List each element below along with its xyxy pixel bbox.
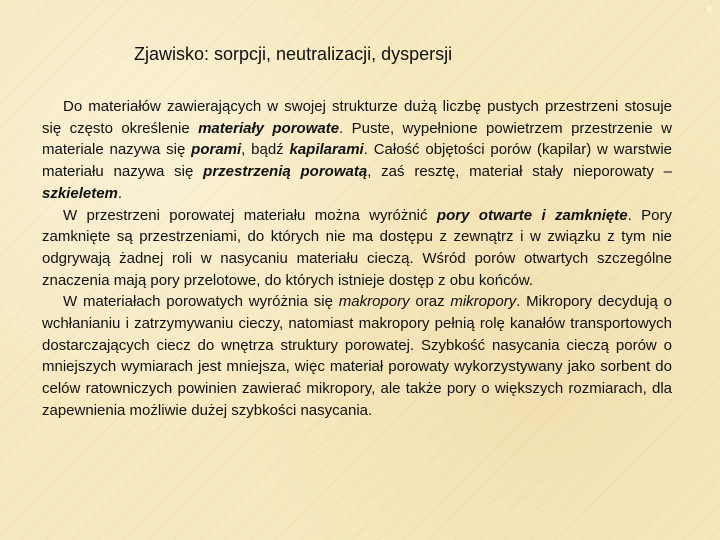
term-przestrzen-porowata: przestrzenią porowatą bbox=[203, 163, 368, 181]
term-kapilary: kapilarami bbox=[289, 141, 364, 159]
term-pory: porami bbox=[191, 141, 242, 159]
term-makropory: makropory bbox=[338, 293, 410, 311]
text-segment: , bądź bbox=[241, 141, 290, 159]
text-segment: . bbox=[117, 184, 123, 202]
term-szkielet: szkieletem bbox=[42, 184, 118, 202]
text-segment: . Puste, wypełnione powietrzem przestrzenie w materiale nazywa się bbox=[42, 119, 672, 159]
slide-number: 6 bbox=[706, 4, 712, 15]
text-segment: W materiałach porowatych wyróżnia się bbox=[63, 293, 339, 311]
text-segment: W przestrzeni porowatej materiału można wyróżnić bbox=[63, 206, 437, 224]
text-segment: oraz bbox=[409, 293, 451, 311]
text-segment: . Całość objętości porów (kapilar) w warstwie materiału nazywa się bbox=[42, 141, 673, 181]
paragraph-1 bbox=[42, 96, 672, 205]
body-text bbox=[42, 96, 672, 422]
text-segment: , zaś resztę, materiał stały nieporowaty – bbox=[367, 163, 672, 181]
term-mikropory: mikropory bbox=[450, 293, 517, 311]
text-segment: . Pory zamknięte są przestrzeniami, do których nie ma dostępu z zewnątrz i w związku z tym nie odgrywają żadnej roli w nasycaniu materiału cieczą. Wśród porów otwartych szczególne znaczenia mają pory przelotowe, do których istnieje dostęp z obu końców. bbox=[42, 206, 672, 289]
paragraph-3 bbox=[42, 291, 672, 421]
text-segment: Do materiałów zawierających w swojej strukturze dużą liczbę pustych przestrzeni stosuje się często określenie bbox=[42, 98, 672, 137]
slide-title: Zjawisko: sorpcji, neutralizacji, dyspersji bbox=[134, 44, 453, 64]
term-pory-otwarte-zamkniete: pory otwarte i zamknięte bbox=[436, 206, 628, 224]
paragraph-2 bbox=[42, 205, 672, 292]
term-materialy-porowate: materiały porowate bbox=[198, 119, 340, 137]
text-segment: . Mikropory decydują o wchłanianiu i zatrzymywaniu cieczy, natomiast makropory pełnią rolę kanałów transportowych dostarczających ciecz do wnętrza struktury porowatej. Szybkość nasycania cieczą porów o mniejszych wymiarach jest mniejsza, więc materiał porowaty wykorzystywany jako sorbent do celów ratowniczych powinien zawierać mikropory, ale także pory o większych rozmiarach, dla zapewnienia możliwie dużej szybkości nasycania. bbox=[42, 293, 672, 419]
